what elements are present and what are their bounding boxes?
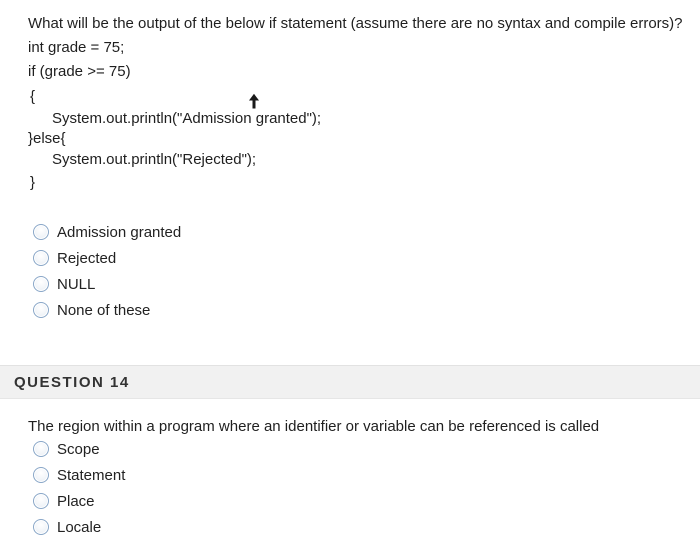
q14-option-label: Place: [57, 492, 95, 510]
radio-empty-icon[interactable]: [33, 250, 49, 266]
code-line-4: System.out.println("Admission granted");: [52, 110, 322, 127]
mouse-pointer-icon: [246, 92, 262, 110]
q14-option-place[interactable]: [33, 491, 95, 511]
radio-empty-icon[interactable]: [33, 302, 49, 318]
code-line-2: if (grade >= 75): [28, 63, 131, 80]
question-13-prompt: What will be the output of the below if statement (assume there are no syntax and compile errors)?: [28, 15, 683, 32]
q13-option-rejected[interactable]: [33, 248, 116, 268]
q14-option-label: Statement: [57, 466, 126, 484]
radio-empty-icon[interactable]: [33, 276, 49, 292]
q13-option-null[interactable]: [33, 274, 95, 294]
code-line-5: }else{: [28, 130, 66, 147]
radio-empty-icon[interactable]: [33, 493, 49, 509]
radio-empty-icon[interactable]: [33, 224, 49, 240]
code-line-6: System.out.println("Rejected");: [52, 151, 257, 168]
q14-option-label: Scope: [57, 440, 100, 458]
q13-option-label: None of these: [57, 301, 151, 319]
code-line-3: {: [30, 88, 36, 105]
q14-option-scope[interactable]: [33, 439, 100, 459]
question-14-title: QUESTION 14: [14, 374, 130, 391]
q13-option-admission-granted[interactable]: [33, 222, 181, 242]
code-line-1: int grade = 75;: [28, 39, 125, 56]
header-divider: [0, 398, 700, 399]
q14-option-locale[interactable]: [33, 517, 101, 537]
q13-option-label: NULL: [57, 275, 96, 293]
question-14-prompt: The region within a program where an identifier or variable can be referenced is called: [28, 418, 600, 435]
q13-option-label: Admission granted: [57, 223, 182, 241]
q13-option-none-of-these[interactable]: [33, 300, 150, 320]
q14-option-statement[interactable]: [33, 465, 125, 485]
code-line-7: }: [30, 174, 36, 191]
radio-empty-icon[interactable]: [33, 441, 49, 457]
radio-empty-icon[interactable]: [33, 467, 49, 483]
q13-option-label: Rejected: [57, 249, 117, 267]
radio-empty-icon[interactable]: [33, 519, 49, 535]
q14-option-label: Locale: [57, 518, 102, 536]
